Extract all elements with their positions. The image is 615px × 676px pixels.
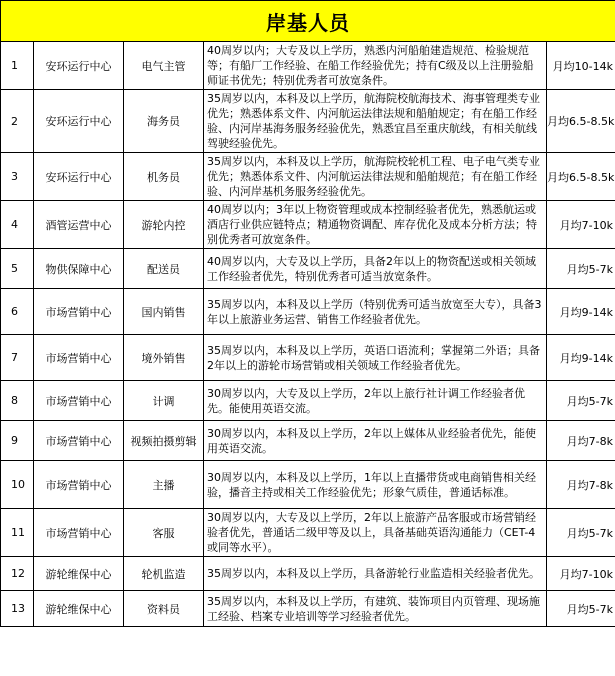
row-requirements: 35周岁以内，本科及以上学历，航海院校轮机工程、电子电气类专业优先；熟悉体系文件、内河航运法律法规和船舶规范；有在船工作经验、内河岸基机务服务经验优先。 — [204, 153, 547, 201]
row-department: 市场营销中心 — [34, 289, 124, 335]
row-department: 市场营销中心 — [34, 509, 124, 557]
row-salary: 月均7-10k — [547, 557, 615, 591]
row-salary: 月均9-14k — [547, 289, 615, 335]
row-requirements: 30周岁以内，大专及以上学历，2年以上旅游产品客服或市场营销经验者优先，普通话二级甲等及以上，具备基础英语沟通能力（CET-4或同等水平）。 — [204, 509, 547, 557]
row-department: 市场营销中心 — [34, 421, 124, 461]
table-row — [1, 421, 615, 461]
row-salary: 月均6.5-8.5k — [547, 90, 615, 153]
row-requirements: 35周岁以内，本科及以上学历，有建筑、装饰项目内页管理、现场施工经验、档案专业培训等学习经验者优先。 — [204, 591, 547, 627]
row-requirements: 40周岁以内；大专及以上学历，熟悉内河船舶建造规范、检验规范等；有船厂工作经验、在船工作经验优先；持有C级及以上注册验船师证书优先；特别优秀者可放宽条件。 — [204, 42, 547, 90]
row-position: 机务员 — [124, 153, 204, 201]
row-requirements: 35周岁以内，本科及以上学历，英语口语流利；掌握第二外语；具备2年以上的游轮市场营销或相关领域工作经验者优先。 — [204, 335, 547, 381]
row-number: 8 — [1, 381, 34, 421]
row-position: 轮机监造 — [124, 557, 204, 591]
row-salary: 月均7-8k — [547, 461, 615, 509]
row-number: 4 — [1, 201, 34, 249]
table-row — [1, 557, 615, 591]
table-row — [1, 509, 615, 557]
table-row — [1, 153, 615, 201]
title-row — [1, 1, 615, 42]
row-department: 游轮维保中心 — [34, 591, 124, 627]
row-requirements: 35周岁以内，本科及以上学历，航海院校航海技术、海事管理类专业优先；熟悉体系文件、内河航运法律法规和船舶规定；有在船工作经验、内河岸基海务服务经验优先，熟悉宜昌至重庆航线，有相关航线驾驶经验优先。 — [204, 90, 547, 153]
row-position: 配送员 — [124, 249, 204, 289]
table-row — [1, 201, 615, 249]
row-position: 游轮内控 — [124, 201, 204, 249]
table-row — [1, 42, 615, 90]
row-requirements: 40周岁以内；3年以上物资管理或成本控制经验者优先，熟悉航运或酒店行业供应链特点；精通物资调配、库存优化及成本分析方法；特别优秀者可放宽条件。 — [204, 201, 547, 249]
row-position: 视频拍摄剪辑 — [124, 421, 204, 461]
row-department: 物供保障中心 — [34, 249, 124, 289]
table-row — [1, 381, 615, 421]
row-position: 计调 — [124, 381, 204, 421]
row-department: 市场营销中心 — [34, 335, 124, 381]
row-requirements: 35周岁以内，本科及以上学历（特别优秀可适当放宽至大专），具备3年以上旅游业务运营、销售工作经验者优先。 — [204, 289, 547, 335]
row-department: 安环运行中心 — [34, 42, 124, 90]
row-position: 主播 — [124, 461, 204, 509]
row-salary: 月均6.5-8.5k — [547, 153, 615, 201]
table-row — [1, 335, 615, 381]
table-row — [1, 461, 615, 509]
row-number: 10 — [1, 461, 34, 509]
row-salary: 月均10-14k — [547, 42, 615, 90]
row-number: 12 — [1, 557, 34, 591]
row-requirements: 40周岁以内，大专及以上学历，具备2年以上的物资配送或相关领域工作经验者优先，特别优秀者可适当放宽条件。 — [204, 249, 547, 289]
table-row — [1, 591, 615, 627]
row-requirements: 30周岁以内，本科及以上学历，1年以上直播带货或电商销售相关经验，播音主持或相关工作经验优先；形象气质佳，普通话标准。 — [204, 461, 547, 509]
row-number: 9 — [1, 421, 34, 461]
row-number: 2 — [1, 90, 34, 153]
row-department: 市场营销中心 — [34, 461, 124, 509]
row-position: 国内销售 — [124, 289, 204, 335]
page-title: 岸基人员 — [1, 1, 615, 42]
row-number: 3 — [1, 153, 34, 201]
row-number: 13 — [1, 591, 34, 627]
row-number: 5 — [1, 249, 34, 289]
row-position: 客服 — [124, 509, 204, 557]
row-department: 游轮维保中心 — [34, 557, 124, 591]
row-position: 境外销售 — [124, 335, 204, 381]
row-salary: 月均5-7k — [547, 509, 615, 557]
table-row — [1, 90, 615, 153]
row-department: 市场营销中心 — [34, 381, 124, 421]
row-department: 安环运行中心 — [34, 90, 124, 153]
row-requirements: 35周岁以内，本科及以上学历，具备游轮行业监造相关经验者优先。 — [204, 557, 547, 591]
row-number: 11 — [1, 509, 34, 557]
row-salary: 月均5-7k — [547, 381, 615, 421]
row-department: 安环运行中心 — [34, 153, 124, 201]
row-position: 海务员 — [124, 90, 204, 153]
row-number: 1 — [1, 42, 34, 90]
row-salary: 月均5-7k — [547, 249, 615, 289]
row-number: 7 — [1, 335, 34, 381]
row-number: 6 — [1, 289, 34, 335]
row-requirements: 30周岁以内，大专及以上学历，2年以上旅行社计调工作经验者优先。能使用英语交流。 — [204, 381, 547, 421]
row-department: 酒管运营中心 — [34, 201, 124, 249]
row-position: 电气主管 — [124, 42, 204, 90]
row-requirements: 30周岁以内，本科及以上学历，2年以上媒体从业经验者优先，能使用英语交流。 — [204, 421, 547, 461]
row-salary: 月均5-7k — [547, 591, 615, 627]
table-row — [1, 249, 615, 289]
row-salary: 月均7-8k — [547, 421, 615, 461]
row-position: 资料员 — [124, 591, 204, 627]
row-salary: 月均9-14k — [547, 335, 615, 381]
row-salary: 月均7-10k — [547, 201, 615, 249]
table-row — [1, 289, 615, 335]
